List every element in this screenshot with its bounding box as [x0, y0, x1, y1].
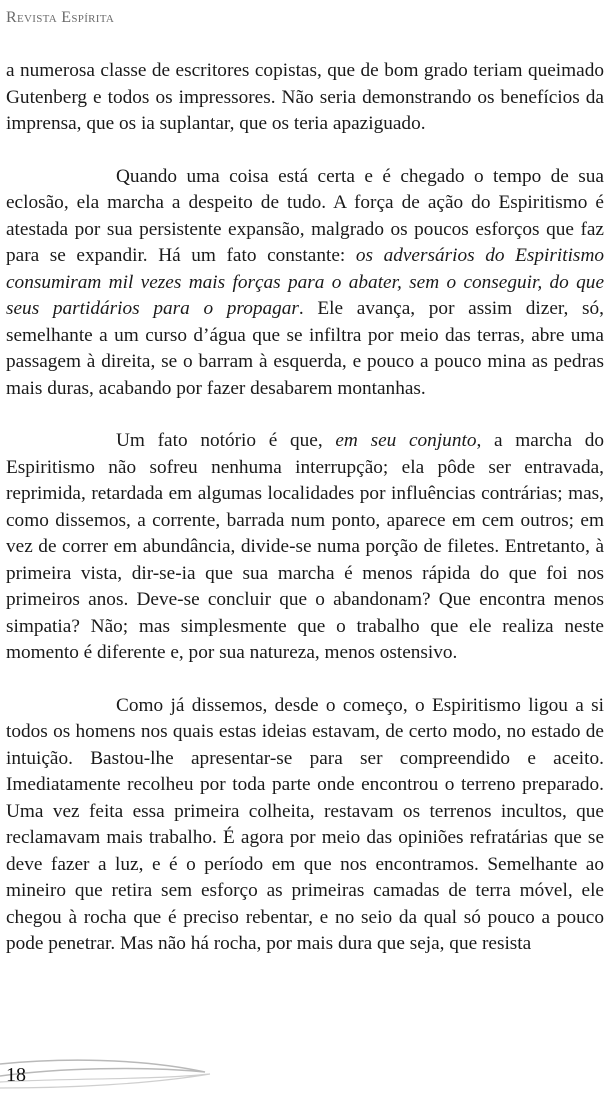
italic-phrase: em seu conjunto	[335, 430, 477, 451]
paragraph-eclosao	[6, 164, 604, 403]
paragraph-text: , a marcha do Espiritismo não sofreu nenhuma interrupção; ela pôde ser entravada, reprimida, retardada em algumas localidades por influências contrárias; mas, como dissemos, a corrente, barrada num ponto, aparece em cem outros; em vez de correr em abundância, divide-se numa porção de filetes. Entretanto, à primeira vista, dir-se-ia que sua marcha é menos rápida do que foi nos primeiros anos. Deve-se concluir que o abandonam? Que encontra menos simpatia? Não; mas simplesmente que o trabalho que ele realiza neste momento é diferente e, por sua natureza, menos ostensivo.	[6, 430, 604, 663]
paragraph-text: Um fato notório é que,	[116, 430, 336, 451]
paragraph-fato-notorio	[6, 428, 604, 667]
paragraph-continuation: a numerosa classe de escritores copistas, que de bom grado teriam queimado Gutenberg e todos os impressores. Não seria demonstrando os benefícios da imprensa, que os ia suplantar, que os teria apaziguado.	[6, 60, 604, 134]
paragraph-text: Quando uma coisa está certa e é chegado o tempo de sua eclosão, ela marcha a despeito de tudo. A força de ação do Espiritismo é atestada por sua persistente expansão, malgrado os poucos esforços que faz para se expandir. Há um fato constante:	[6, 165, 604, 266]
italic-quote: os adversários do Espiritismo consumiram mil vezes mais forças para o abater, sem o conseguir, do que seus partidários para o propagar	[6, 245, 605, 319]
folio-swoosh-ornament	[0, 1052, 220, 1092]
page-number: 18	[6, 1064, 26, 1086]
paragraph-text: . Ele avança, por assim dizer, só, semelhante a um curso d’água que se infiltra por meio das terras, abre uma passagem à direita, se o barram à esquerda, e pouco a pouco mina as pedras mais duras, acabando por fazer desabarem montanhas.	[6, 298, 604, 399]
paragraph-como-ja-dissemos: Como já dissemos, desde o começo, o Espiritismo ligou a si todos os homens nos quais estas ideias estavam, de certo modo, no estado de intuição. Bastou-lhe apresentar-se para ser compreendido e aceito. Imediatamente recolheu por toda parte onde encontrou o terreno preparado. Uma vez feita essa primeira colheita, restavam os terrenos incultos, que reclamavam mais trabalho. É agora por meio das opiniões refratárias que se deve fazer a luz, e é o período em que nos encontramos. Semelhante ao mineiro que retira sem esforço as primeiras camadas de terra móvel, ele chegou à rocha que é preciso rebentar, e no seio da qual só pouco a pouco pode penetrar. Mas não há rocha, por mais dura que seja, que resista	[6, 694, 604, 954]
running-head: Revista Espírita	[6, 9, 115, 26]
body-text	[6, 58, 604, 984]
